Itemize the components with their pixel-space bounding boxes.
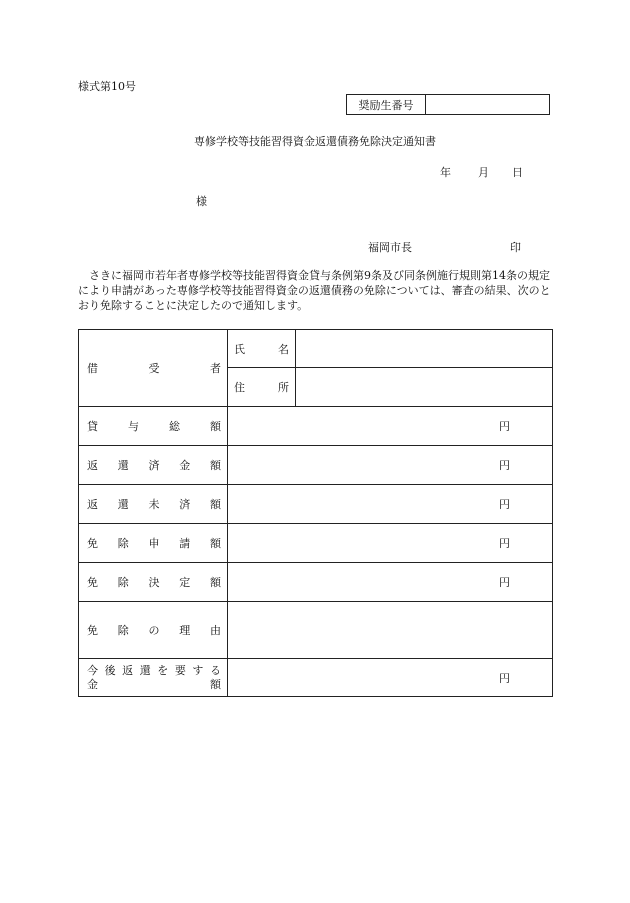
student-id-label: 奨励生番号: [347, 95, 426, 114]
remaining-repayment-field[interactable]: [228, 659, 553, 697]
remaining-repayment-label: 今 後 返 還 を 要 す る 金 額: [79, 659, 228, 697]
name-field[interactable]: [296, 330, 553, 368]
exemption-request-field[interactable]: [228, 524, 553, 563]
date-day-label: 日: [512, 166, 523, 179]
date-year-label: 年: [440, 166, 451, 179]
addressee-suffix: 様: [196, 195, 207, 208]
exemption-reason-field[interactable]: [228, 602, 553, 659]
yen-unit: 円: [499, 420, 510, 433]
document-title: 専修学校等技能習得資金返還債務免除決定通知書: [194, 135, 436, 148]
student-id-box: [346, 94, 550, 115]
exemption-decision-field[interactable]: [228, 563, 553, 602]
decision-table: [78, 329, 553, 697]
unpaid-amount-field[interactable]: [228, 485, 553, 524]
address-field[interactable]: [296, 368, 553, 407]
yen-unit: 円: [499, 671, 510, 685]
exemption-request-label: 免 除 申 請 額: [79, 524, 228, 563]
exemption-reason-label: 免 除 の 理 由: [79, 602, 228, 659]
date-month-label: 月: [478, 166, 489, 179]
unpaid-amount-label: 返 還 未 済 額: [79, 485, 228, 524]
student-id-field[interactable]: [426, 95, 549, 114]
total-loan-field[interactable]: [228, 407, 553, 446]
issuer-name: 福岡市長: [368, 241, 412, 254]
borrower-label: 借 受 者: [79, 330, 228, 407]
exemption-decision-label: 免 除 決 定 額: [79, 563, 228, 602]
notice-body: さきに福岡市若年者専修学校等技能習得資金貸与条例第9条及び同条例施行規則第14条の規定により申請があった専修学校等技能習得資金の返還債務の免除については、審査の結果、次のとおり免除することに決定したので通知します。: [78, 269, 551, 312]
name-label: 氏 名: [228, 330, 296, 368]
yen-unit: 円: [499, 576, 510, 589]
yen-unit: 円: [499, 459, 510, 472]
repaid-amount-label: 返 還 済 金 額: [79, 446, 228, 485]
form-number: 様式第10号: [78, 80, 136, 93]
yen-unit: 円: [499, 498, 510, 511]
seal-mark: 印: [510, 241, 521, 254]
total-loan-label: 貸 与 総 額: [79, 407, 228, 446]
repaid-amount-field[interactable]: [228, 446, 553, 485]
address-label: 住 所: [228, 368, 296, 407]
yen-unit: 円: [499, 537, 510, 550]
